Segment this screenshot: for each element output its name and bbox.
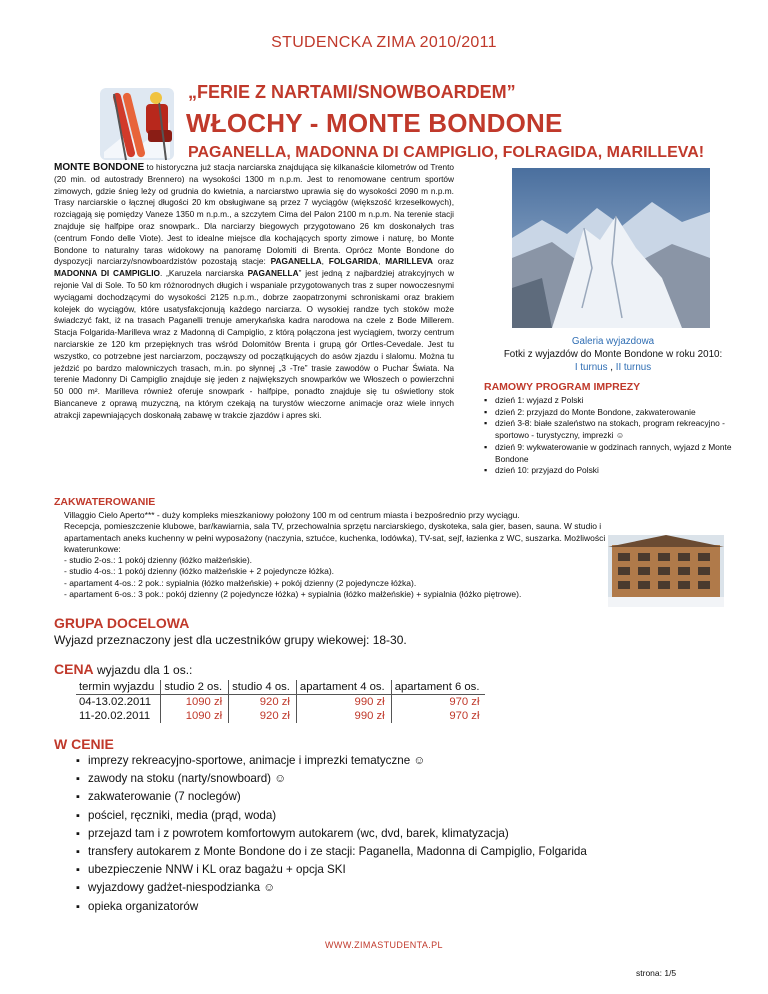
price-col-header: studio 4 os. <box>229 680 297 695</box>
intro-lead: MONTE BONDONE <box>54 162 145 173</box>
table-row <box>76 695 485 710</box>
program-item: ▪ dzień 9: wykwaterowanie w godzinach rannych, wyjazd z Monte Bondone <box>484 442 746 465</box>
list-item: ▪ transfery autokarem z Monte Bondone do i ze stacji: Paganella, Madonna di Campiglio, Folgarida <box>76 843 587 861</box>
program-heading: RAMOWY PROGRAM IMPREZY <box>484 381 641 393</box>
gallery-link-separator: , <box>607 362 616 373</box>
program-item: ▪ dzień 2: przyjazd do Monte Bondone, zakwaterowanie <box>484 407 746 419</box>
table-row <box>76 709 485 723</box>
program-item: ▪ dzień 1: wyjazd z Polski <box>484 395 746 407</box>
price-heading-main: CENA <box>54 661 94 677</box>
gallery-box <box>484 335 742 374</box>
page-title: WŁOCHY - MONTE BONDONE <box>186 108 563 138</box>
accommodation-text <box>64 510 616 600</box>
resort-paganella-2: PAGANELLA <box>247 268 299 279</box>
gallery-text: Fotki z wyjazdów do Monte Bondone w roku 2010: <box>503 349 723 360</box>
included-heading: W CENIE <box>54 736 114 752</box>
accommodation-line: Recepcja, pomieszczenie klubowe, bar/kawiarnia, sala TV, przechowalnia sprzętu narciarskiego, dyskoteka, sala gier, basen, sauna. W studio i apartamentach aneks kuchenny w pełni wyposażony (naczynia, sztućce, kuchenka, lodówka), TV-sat, sejf, łazienka z WC, suszarka. Możliwości kwaterunkowe: <box>64 521 606 554</box>
resorts-subheading: PAGANELLA, MADONNA DI CAMPIGLIO, FOLRAGIDA, MARILLEVA! <box>188 144 705 161</box>
price-value: 1090 zł <box>161 709 229 723</box>
list-item: ▪ zawody na stoku (narty/snowboard) ☺ <box>76 770 587 788</box>
intro-text-1: to historyczna już stacja narciarska znajdująca się kilkanaście kilometrów od Trento (20 min. od autostrady Brennero) na wysokości 1300 m n.p.m. Jest to renomowane centrum sportów zimowych, gdzie śnieg leży od grudnia do kwietnia, a narciarstwo uprawia się do wysokości 2090 m n.p.m. Trasy narciarskie o łącznej długości 20 km obsługiwane są przez 7 wyciągów (większość krzesełkowych), rozciągają się pomiędzy Vaneze 1350 m n.p.m., a szczytem Cima del Palon 2100 m n.p.m. Na terenie stacji znajduje się halfpipe oraz snowpark.. Dla narciarzy biegowych przygotowano 26 km doskonałych tras (centrum Fondo delle Viote). Jest to idealne miejsce dla kochających sporty zimowe i naturę, bo Monte Bondone to naturalny taras widokowy na panoramę Dolomiti di Brenta. Oprócz Monte Bondone do dyspozycji narciarzy/snowboardzistów pozostają stacje: <box>54 162 455 267</box>
program-item: ▪ dzień 10: przyjazd do Polski <box>484 465 746 477</box>
program-item: ▪ dzień 3-8: białe szaleństwo na stokach, program rekreacyjno - sportowo - turystyczny, imprezki ☺ <box>484 418 746 441</box>
intro-paragraph: MONTE BONDONE to historyczna już stacja narciarska znajdująca się kilkanaście kilometrów od Trento (20 min. od autostrady Brennero) na wysokości 1300 m n.p.m. Jest to renomowane centrum sportów zimowych, gdzie śnieg leży od grudnia do kwietnia, a narciarstwo uprawia się do wysokości 2090 m n.p.m. Trasy narciarskie o łącznej długości 20 km obsługiwane są przez 7 wyciągów (większość krzesełkowych), rozciągają się pomiędzy Vaneze 1350 m n.p.m., a szczytem Cima del Palon 2100 m n.p.m. Na terenie stacji znajduje się halfpipe oraz snowpark.. Dla narciarzy biegowych przygotowano 26 km doskonałych tras (centrum Fondo delle Viote). Jest to idealne miejsce dla kochających sporty zimowe i naturę, bo Monte Bondone to naturalny taras widokowy na panoramę Dolomiti di Brenta. Oprócz Monte Bondone do dyspozycji narciarzy/snowboardzistów pozostają stacje: PAGANELLA, FOLGARIDA, MARILLEVA oraz MADONNA DI CAMPIGLIO. „Karuzela narciarska PAGANELLA” jest jedną z najbardziej atrakcyjnych w rejonie Val di Sole. To 50 km różnorodnych długich i wspaniale przygotowanych tras z super nowoczesnymi wyciągami dochodzącymi do wysokości 2125 n.p.m., dobrze zaopatrzonymi schroniskami oraz brakiem kolejek do wyciągów, które usatysfakcjonują każdego narciarza. O wysokiej randze tych stoków może świadczyć fakt, iż na trasach Paganelli trenuje amerykańska kadra narodowa na czele z Bode Millerem. Stacja Folgarida-Marilleva wraz z Madonną di Campiglio, z którą połączona jest wyciągiem, tworzy centrum narciarskie ze 120 km przepięknych tras wśród Dolomitów Brenta i grupą gór Ortles-Cevedale. Jest tu wszystko, co potrzebne jest narciarzom, począwszy od początkujących do asów zjazdu i slalomu. Można tu jeździć po bardzo malowniczych trasach, m.in. po słynnej „3 -Tre” trasie zawodów o Puchar Świata. Na terenie Madonny Di Campiglio znajduje się jeden z największych snowparków we Włoszech o powierzchni 50 000 m². Marilleva również oferuje snowpark - halfpipe, ponadto znajduje się tu oświetlony stok Biancaneve z oprawą muzyczną, na którym czekają na turystów wieczorne animacje oraz wiele innych atrakcji zapewniających doskonałą zabawę w trakcie zjazdów i apres ski. <box>54 162 455 420</box>
accommodation-line: Villaggio Cielo Aperto*** - duży kompleks mieszkaniowy położony 100 m od centrum miasta i bezpośrednio przy wyciągu. <box>64 510 520 520</box>
price-value: 1090 zł <box>161 695 229 710</box>
list-item: ▪ ubezpieczenie NNW i KL oraz bagażu + opcja SKI <box>76 861 587 879</box>
accommodation-line: - studio 4-os.: 1 pokój dzienny (łóżko małżeńskie + 2 pojedyncze łóżka). <box>64 566 335 577</box>
list-item: ▪ imprezy rekreacyjno-sportowe, animacje i imprezki tematyczne ☺ <box>76 752 587 770</box>
hotel-photo <box>608 535 724 607</box>
price-value: 970 zł <box>391 709 485 723</box>
resort-folgarida: FOLGARIDA <box>328 256 379 267</box>
ski-equipment-logo <box>96 82 178 164</box>
list-item: ▪ przejazd tam i z powrotem komfortowym autokarem (wc, dvd, barek, klimatyzacja) <box>76 825 587 843</box>
price-date: 04-13.02.2011 <box>76 695 161 710</box>
intro-text-2a: . „Karuzela narciarska <box>160 268 248 279</box>
price-col-header: studio 2 os. <box>161 680 229 695</box>
group-heading: GRUPA DOCELOWA <box>54 615 190 631</box>
intro-text-2b: ” jest jedną z najbardziej atrakcyjnych w rejonie Val di Sole. To 50 km różnorodnych długich i wspaniale przygotowanych tras z super nowoczesnymi wyciągami dochodzącymi do wysokości 2125 n.p.m., dobrze zaopatrzonymi schroniskami oraz brakiem kolejek do wyciągów, które usatysfakcjonują każdego narciarza. O wysokiej randze tych stoków może świadczyć fakt, iż na trasach Paganelli trenuje amerykańska kadra narodowa na czele z Bode Millerem. Stacja Folgarida-Marilleva wraz z Madonną di Campiglio, z którą połączona jest wyciągiem, tworzy centrum narciarskie ze 120 km przepięknych tras wśród Dolomitów Brenta i grupą gór Ortles-Cevedale. Jest tu wszystko, co potrzebne jest narciarzom, począwszy od początkujących do asów zjazdu i slalomu. Można tu jeździć po bardzo malowniczych trasach, m.in. po słynnej „3 -Tre” trasie zawodów o Puchar Świata. Na terenie Madonny Di Campiglio znajduje się jeden z największych snowparków we Włoszech o powierzchni 50 000 m². Marilleva również oferuje snowpark - halfpipe, ponadto znajduje się tu oświetlony stok Biancaneve z oprawą muzyczną, na którym czekają na turystów wieczorne animacje oraz wiele innych atrakcji zapewniających doskonałą zabawę w trakcie zjazdów i apres ski. <box>54 268 454 420</box>
price-col-header: termin wyjazdu <box>79 681 155 693</box>
accommodation-line: - studio 2-os.: 1 pokój dzienny (łóżko małżeńskie). <box>64 555 253 566</box>
price-col-header: apartament 4 os. <box>296 680 391 695</box>
subtitle: „FERIE Z NARTAMI/SNOWBOARDEM” <box>188 82 516 102</box>
mountain-photo <box>512 168 710 328</box>
website-link[interactable]: WWW.ZIMASTUDENTA.PL <box>325 940 443 950</box>
price-value: 990 zł <box>296 709 391 723</box>
price-value: 920 zł <box>229 709 297 723</box>
resort-marilleva: MARILLEVA <box>385 256 434 267</box>
price-value: 970 zł <box>391 695 485 710</box>
included-list <box>76 752 587 916</box>
program-list <box>484 395 746 477</box>
intro-and: oraz <box>433 256 454 267</box>
price-heading-rest: wyjazdu dla 1 os.: <box>93 663 193 677</box>
resort-paganella: PAGANELLA <box>270 256 322 267</box>
price-value: 990 zł <box>296 695 391 710</box>
group-text: Wyjazd przeznaczony jest dla uczestników grupy wiekowej: 18-30. <box>54 633 407 647</box>
gallery-link-turnus-1[interactable]: I turnus <box>574 362 608 373</box>
price-value: 920 zł <box>229 695 297 710</box>
list-item: ▪ wyjazdowy gadżet-niespodzianka ☺ <box>76 879 587 897</box>
list-item: ▪ zakwaterowanie (7 noclegów) <box>76 788 587 806</box>
resort-madonna: MADONNA DI CAMPIGLIO <box>54 268 160 279</box>
list-item: ▪ opieka organizatorów <box>76 898 587 916</box>
season-header: STUDENCKA ZIMA 2010/2011 <box>271 34 497 51</box>
price-col-header: apartament 6 os. <box>391 680 485 695</box>
list-item: ▪ pościel, ręczniki, media (prąd, woda) <box>76 807 587 825</box>
accommodation-line: - apartament 4-os.: 2 pok.: sypialnia (łóżko małżeńskie) + pokój dzienny (2 pojedyncze łóżka). <box>64 577 417 588</box>
price-date: 11-20.02.2011 <box>79 710 151 722</box>
price-heading <box>54 661 192 677</box>
page-number: strona: 1/5 <box>636 968 677 978</box>
gallery-title: Galeria wyjazdowa <box>571 336 655 347</box>
gallery-link-turnus-2[interactable]: II turnus <box>615 362 652 373</box>
price-table <box>76 680 485 723</box>
accommodation-heading: ZAKWATEROWANIE <box>54 496 156 508</box>
accommodation-line: - apartament 6-os.: 3 pok.: pokój dzienny (2 pojedyncze łóżka) + sypialnia (łóżko małżeńskie) + sypialnia (łóżko piętrowe). <box>64 589 522 600</box>
